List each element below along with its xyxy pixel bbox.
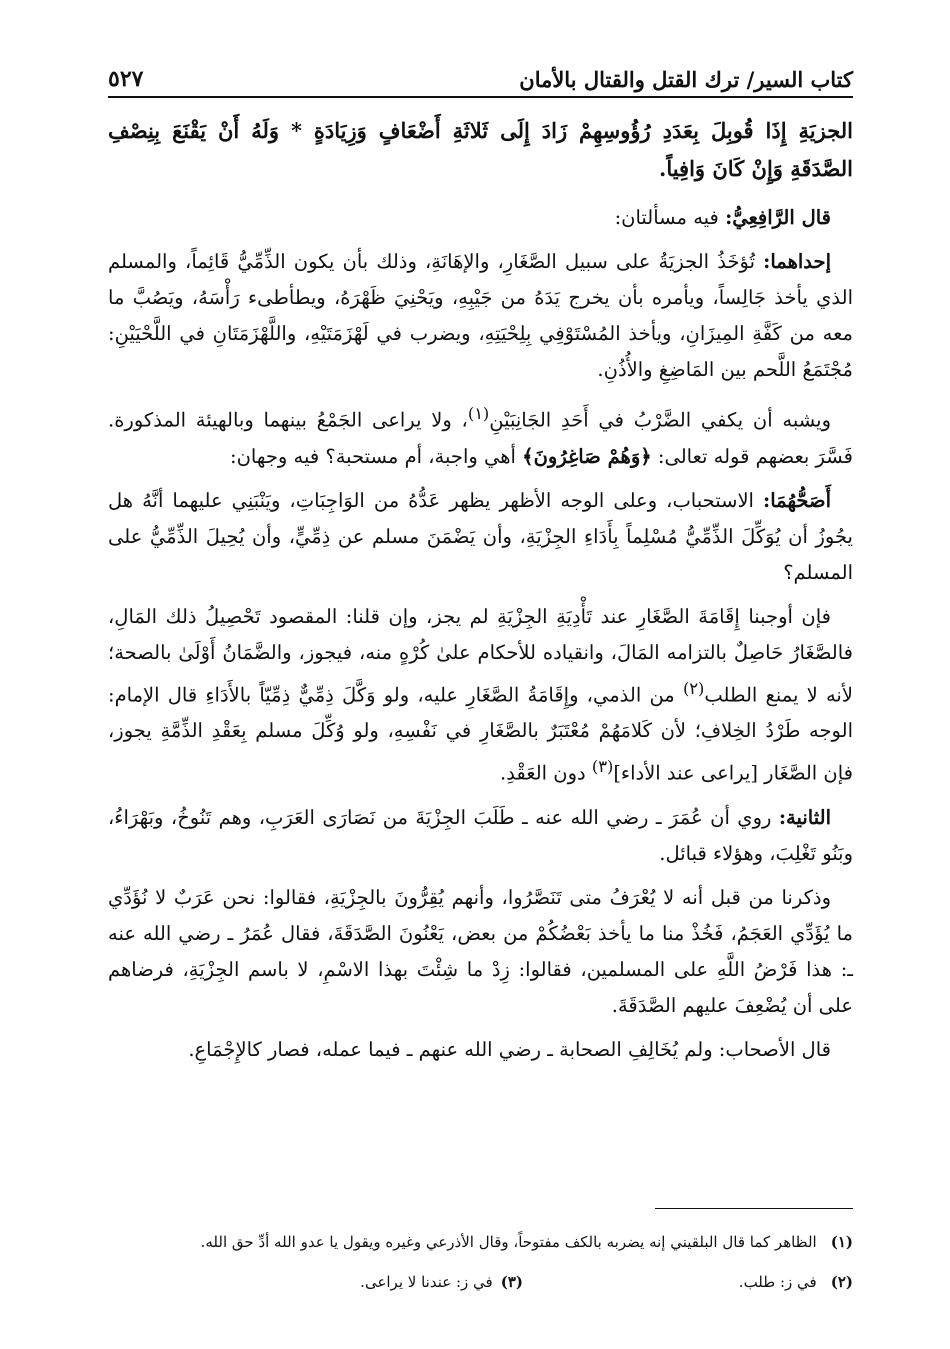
text-first-issue: تُؤخَذُ الجزيَةُ على سبيل الصَّغَارِ، والإهَانَةِ، وذلك بأن يكون الذِّمِّيُّ قَائِماً، والمسلم الذي يأخذ جَالِساً، ويأمره بأن يخرج يَدَهُ من جَيْبِهِ، ويَحْنِيَ ظَهْرَهُ، ويطأطىء رَأْسَهُ، ويَصُبَّ ما معه من كَفَّةِ المِيزَانِ، ويأخذ المُسْتَوْفِي بِلِحْيَتِهِ، ويضرب في لَهْزَمَتَيْهِ، واللَّهْزَمَتَانِ في اللَّحْيَيْنِ: مُجْتَمَعُ اللَّحم بين المَاضِغِ والأُذُنِ.	[108, 250, 853, 381]
paragraph-second-issue	[108, 800, 853, 872]
text-striking-3: أهي واجبة، أم مستحبة؟ فيه وجهان:	[230, 444, 523, 468]
text-striking-2: ، ولا يراعى الجَمْعُ بينهما وبالهيئة المذكورة. فَسَّرَ بعضهم قوله تعالى:	[108, 408, 853, 468]
matn-paragraph: الجزيَةِ إِذَا قُوبِلَ بِعَدَدِ رُؤُوسِهِمْ زَادَ إِلَى ثَلاثَةِ أَضْعَافٍ وَزِيَادَةٍ * وَلَهُ أَنْ يَقْنَعَ بِنِصْفِ الصَّدَقَةِ وَإِنْ كَانَ وَافِياً.	[108, 118, 853, 181]
paragraph-first-issue	[108, 244, 853, 388]
footnote-ref-3: (٣)	[591, 757, 614, 776]
text-obligation-2: من الذمي، وإِقَامَةُ الصَّغَارِ عليه، ولو وَكَّلَ ذِمِّيٌّ ذِمِّيّاً بالأَدَاءِ قال الإمام: الوجه طَرْدُ الخِلافِ؛ لأن كَلامَهُمْ مُعْتَبَرٌ بالصَّغَارِ في نَفْسِهِ، ولو وُكِّلَ مسلم بِعَقْدِ الذِّمَّةِ يجوز، فإن الصَّغَار [يراعى عند الأداء]	[108, 683, 853, 785]
header-title: كتاب السير/ ترك القتل والقتال بالأمان	[519, 67, 853, 92]
footnote-text: الظاهر كما قال البلقيني إنه يضربه بالكف مفتوحاً، وقال الأذرعي وغيره ويقول يا عدو الله أدِّ حق الله.	[200, 1233, 817, 1251]
main-text	[108, 112, 853, 1076]
text-obligation-1: فإن أوجبنا إِقَامَةَ الصَّغَارِ عند تَأْدِيَةِ الجِزْيَةِ لم يجز، وإن قلنا: المقصود تَحْصِيلُ ذلك المَالِ، فالصَّغَارُ حَاصِلٌ بالتزامه المَالَ، وانقياده للأحكام علىٰ كُرْهٍ منه، فيجوز، والضَّمَانُ أَوْلَىٰ بالصحة؛ لأنه لا يمنع الطلب	[108, 604, 853, 706]
paragraph-qala	[108, 200, 853, 236]
footnote-row	[108, 1262, 853, 1302]
paragraph-arab-christians: وذكرنا من قبل أنه لا يُعْرَفُ متى تَنَصَّرُوا، وأنهم يُقِرُّونَ بالجِزْيَةِ، فقالوا: نحن عَرَبٌ لا نُؤَدِّي ما يُؤَدِّي العَجَمُ، فَخُذْ منا ما يأخذ بَعْضُكُمْ من بعض، يَعْنُونَ الصَّدَقَةَ، فقال عُمَرُ ـ رضي الله عنه ـ: هذا فَرْضُ اللَّهِ على المسلمين، فقالوا: زِدْ ما شِئْتَ بهذا الاسْمِ، لا باسم الجِزْيَةِ، فرضاهم على أن يُضْعِفَ عليهم الصَّدَقَةَ.	[108, 885, 853, 1017]
text-qala: فيه مسألتان:	[614, 206, 726, 229]
footnote-divider	[655, 1208, 853, 1209]
text-striking-1: ويشبه أن يكفي الضَّرْبُ في أَحَدِ الجَانِبَيْنِ	[489, 408, 832, 432]
text-second-issue: روي أن عُمَرَ ـ رضي الله عنه ـ طَلَبَ الجِزْيَةَ من نَصَارَى العَرَبِ، وهم تَنُوخُ، وبَهْرَاءُ، وبَنُو تَغْلِبَ، وهؤلاء قبائل.	[108, 805, 853, 865]
lead-first-issue: إحداهما:	[763, 250, 831, 273]
footnote-number: (٣)	[500, 1273, 523, 1291]
footnote-2	[523, 1262, 853, 1302]
header-divider	[108, 96, 853, 98]
lead-sounder: أَصَحُّهُمَا:	[763, 488, 831, 512]
paragraph-striking	[108, 396, 853, 475]
text-obligation-3: دون العَقْدِ.	[500, 761, 592, 785]
footnote-ref-2: (٢)	[682, 678, 705, 698]
running-header	[108, 52, 853, 92]
text-sounder: الاستحباب، وعلى الوجه الأظهر يظهر عَدُّهُ من الوَاجِبَاتِ، ويَنْبَنِي عليهما أنَّهُ هل يجُوزُ أن يُوَكِّلَ الذِّمِّيُّ مُسْلِماً بِأَدَاءِ الجِزْيَةِ، وأن يَضْمَنَ مسلم عن ذِمِّيٍّ، وأن يُحِيلَ الذِّمِّيُّ على المسلم؟	[108, 488, 853, 584]
paragraph-consensus: قال الأصحاب: ولم يُخَالِفِ الصحابة ـ رضي الله عنهم ـ فيما عمله، فصار كالإِجْمَاعِ.	[188, 1037, 831, 1061]
lead-qala: قال الرَّافِعِيُّ:	[725, 206, 831, 229]
footnote-ref-1: (١)	[467, 404, 490, 423]
footnote-number: (٢)	[830, 1273, 853, 1291]
footnote-number: (١)	[830, 1233, 853, 1251]
lead-second-issue: الثانية:	[778, 805, 831, 829]
paragraph-sounder	[108, 483, 853, 591]
footnote-text: في ز: عندنا لا يراعى.	[360, 1273, 493, 1291]
quran-quote: ﴿وَهُمْ صَاغِرُونَ﴾	[522, 444, 652, 468]
footnote-text: في ز: طلب.	[738, 1273, 817, 1291]
footnotes	[108, 1222, 853, 1302]
page-number: ٥٢٧	[108, 66, 144, 92]
paragraph-obligation	[108, 599, 853, 792]
footnote-3	[360, 1262, 523, 1302]
footnote-1	[108, 1222, 853, 1262]
